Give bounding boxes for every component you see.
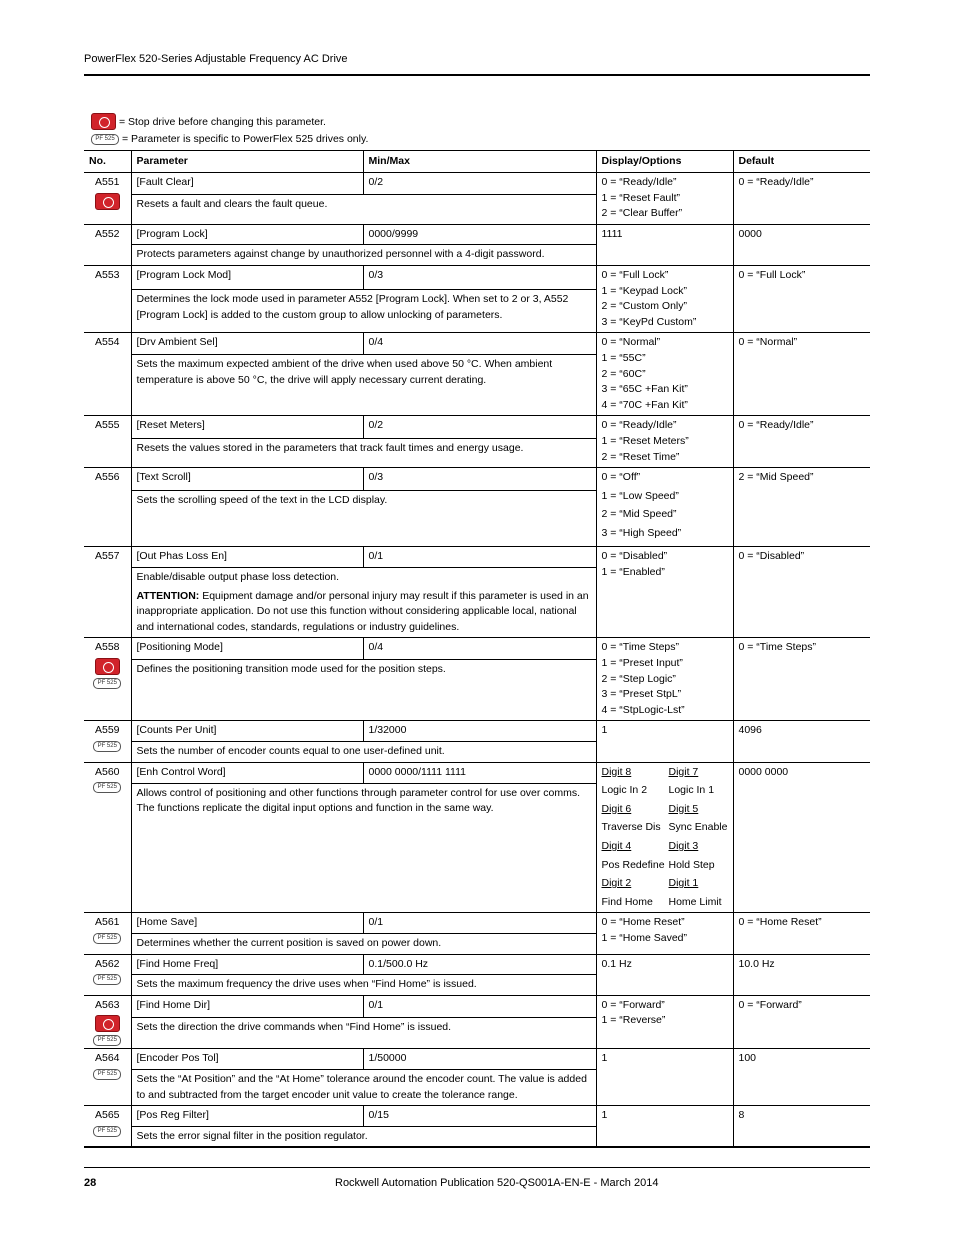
- table-row: [84, 173, 870, 195]
- col-header-parameter: Parameter: [131, 151, 363, 173]
- param-options: [596, 1049, 733, 1106]
- option-item: 0 = “Off”: [601, 471, 641, 484]
- param-number: A560: [94, 765, 120, 778]
- param-minmax: 0/3: [363, 265, 596, 289]
- col-header-options: Display/Options: [596, 151, 733, 173]
- table-row: [84, 721, 870, 742]
- param-description-cell: [131, 742, 596, 763]
- table-row: [84, 1106, 870, 1127]
- param-description-cell: [131, 490, 596, 547]
- param-minmax: 0000/9999: [363, 224, 596, 245]
- param-description: Sets the maximum expected ambient of the drive when used above 50 °C. When ambient temperature is above 50 °C, the drive will apply necessary current derating.: [136, 358, 553, 386]
- option-item: 2 = “60C”: [601, 367, 646, 380]
- param-default: 0 = “Ready/Idle”: [733, 416, 870, 468]
- param-description-cell: [131, 933, 596, 954]
- param-number: A564: [94, 1052, 120, 1065]
- param-number-cell: [84, 333, 131, 416]
- param-description-cell: [131, 245, 596, 266]
- param-name: [Text Scroll]: [131, 468, 363, 491]
- param-default: 0 = “Ready/Idle”: [733, 173, 870, 225]
- footer-rule: [84, 1167, 870, 1168]
- attention-label: ATTENTION:: [136, 589, 200, 602]
- param-options: [596, 333, 733, 416]
- param-default: 8: [733, 1106, 870, 1148]
- param-name: [Drv Ambient Sel]: [131, 333, 363, 355]
- param-number: A554: [94, 336, 120, 349]
- param-description: Resets the values stored in the parameters that track fault times and energy usage.: [136, 442, 524, 455]
- param-description-cell: [131, 1017, 596, 1049]
- col-header-no: No.: [84, 151, 131, 173]
- param-number-cell: [84, 721, 131, 762]
- option-item: 3 = “High Speed”: [601, 526, 682, 539]
- table-row: [84, 995, 870, 1017]
- control-word-bit: Digit 1: [668, 877, 699, 890]
- param-description: Determines the lock mode used in parameter A552 [Program Lock]. When set to 2 or 3, A552 [Program Lock] is added to the custom group to allow unlocking of parameters.: [136, 293, 569, 321]
- param-name: [Pos Reg Filter]: [131, 1106, 363, 1127]
- param-name: [Enh Control Word]: [131, 762, 363, 783]
- param-number: A565: [94, 1109, 120, 1122]
- param-number: A558: [94, 641, 120, 654]
- param-name: [Fault Clear]: [131, 173, 363, 195]
- publication-info: Rockwell Automation Publication 520-QS001A-EN-E - March 2014: [335, 1177, 659, 1189]
- stop-drive-icon: [95, 1015, 120, 1032]
- table-row: [84, 265, 870, 289]
- param-name: [Home Save]: [131, 913, 363, 934]
- param-minmax: 0/1: [363, 913, 596, 934]
- option-item: 2 = “Reset Time”: [601, 450, 680, 463]
- param-options: [596, 468, 733, 547]
- param-description-cell: [131, 439, 596, 468]
- option-item: 0 = “Full Lock”: [601, 268, 669, 281]
- option-item: 0 = “Normal”: [601, 336, 661, 349]
- param-options: [596, 995, 733, 1049]
- col-header-minmax: Min/Max: [363, 151, 596, 173]
- param-number-cell: [84, 638, 131, 721]
- param-number-cell: [84, 468, 131, 547]
- param-options: [596, 954, 733, 995]
- param-number-cell: [84, 1106, 131, 1148]
- col-header-default: Default: [733, 151, 870, 173]
- param-name: [Program Lock]: [131, 224, 363, 245]
- param-number: A559: [94, 724, 120, 737]
- option-item: 3 = “Preset StpL”: [601, 688, 682, 701]
- control-word-bit: Hold Step: [668, 858, 715, 871]
- param-description-cell: [131, 568, 596, 638]
- param-name: [Counts Per Unit]: [131, 721, 363, 742]
- param-options: [596, 721, 733, 762]
- param-description: Sets the number of encoder counts equal to one user-defined unit.: [136, 745, 445, 757]
- param-minmax: 0/4: [363, 638, 596, 660]
- param-number: A557: [94, 550, 120, 563]
- control-word-bit: Logic In 2: [601, 784, 648, 797]
- pf525-icon: PF 525: [93, 974, 121, 985]
- param-description: Sets the error signal filter in the position regulator.: [136, 1129, 368, 1142]
- param-default: 0 = “Time Steps”: [733, 638, 870, 721]
- option-item: 0.1 Hz: [601, 957, 632, 970]
- control-word-bit: Digit 2: [601, 877, 632, 890]
- param-number-cell: [84, 954, 131, 995]
- param-description-cell: [131, 975, 596, 996]
- param-number-cell: [84, 913, 131, 954]
- option-item: 0 = “Forward”: [601, 998, 665, 1011]
- param-options: [596, 913, 733, 954]
- table-row: [84, 416, 870, 439]
- param-minmax: 0/3: [363, 468, 596, 491]
- option-item: 3 = “KeyPd Custom”: [601, 315, 697, 328]
- param-number-cell: [84, 995, 131, 1049]
- table-header-row: [84, 151, 870, 173]
- table-row: [84, 1049, 870, 1070]
- option-item: 1 = “Preset Input”: [601, 657, 683, 670]
- option-item: 4 = “StpLogic-Lst”: [601, 703, 685, 716]
- option-item: 2 = “Mid Speed”: [601, 508, 677, 521]
- param-number-cell: [84, 224, 131, 265]
- parameter-table: [84, 150, 870, 1148]
- param-description: Determines whether the current position is saved on power down.: [136, 936, 442, 949]
- param-number: A553: [94, 268, 120, 281]
- option-item: 1 = “Reset Fault”: [601, 191, 680, 204]
- option-item: 1 = “Low Speed”: [601, 489, 679, 502]
- running-header: PowerFlex 520-Series Adjustable Frequency AC Drive: [84, 53, 348, 65]
- table-row: [84, 468, 870, 491]
- param-minmax: 0/2: [363, 416, 596, 439]
- param-description: Sets the scrolling speed of the text in the LCD display.: [136, 493, 388, 506]
- param-number-cell: [84, 1049, 131, 1106]
- pf525-icon: PF 525: [93, 741, 121, 752]
- param-name: [Program Lock Mod]: [131, 265, 363, 289]
- legend-stop-text: = Stop drive before changing this parameter.: [119, 115, 326, 128]
- option-item: 1 = “Home Saved”: [601, 931, 687, 944]
- param-name: [Positioning Mode]: [131, 638, 363, 660]
- option-item: 0 = “Ready/Idle”: [601, 419, 677, 432]
- param-options: [596, 1106, 733, 1148]
- stop-drive-icon: [91, 113, 116, 130]
- param-description: Defines the positioning transition mode used for the position steps.: [136, 663, 446, 676]
- pf525-icon: PF 525: [93, 1069, 121, 1080]
- param-number: A561: [94, 916, 120, 929]
- option-item: 1 = “Enabled”: [601, 566, 665, 579]
- param-name: [Find Home Dir]: [131, 995, 363, 1017]
- table-body: [84, 173, 870, 1148]
- table-row: [84, 547, 870, 568]
- param-minmax: 1/32000: [363, 721, 596, 742]
- pf525-icon: PF 525: [91, 134, 119, 145]
- param-default: 0000: [733, 224, 870, 265]
- param-number-cell: [84, 265, 131, 332]
- option-item: 1 = “Keypad Lock”: [601, 284, 688, 297]
- param-number-cell: [84, 547, 131, 638]
- param-number-cell: [84, 173, 131, 225]
- control-word-bit: Digit 5: [668, 802, 699, 815]
- param-description-cell: [131, 783, 596, 913]
- control-word-bit: Traverse Dis: [601, 821, 661, 834]
- page-number: 28: [84, 1177, 97, 1189]
- param-number: A551: [94, 176, 120, 188]
- legend-pf525-text: = Parameter is specific to PowerFlex 525 drives only.: [122, 133, 369, 145]
- option-item: 3 = “65C +Fan Kit”: [601, 383, 688, 396]
- option-item: 1 = “55C”: [601, 351, 646, 364]
- param-name: [Find Home Freq]: [131, 954, 363, 975]
- option-item: 2 = “Step Logic”: [601, 672, 676, 685]
- control-word-bit: Sync Enable: [668, 821, 728, 834]
- option-item: 0 = “Ready/Idle”: [601, 176, 677, 188]
- table-row: [84, 913, 870, 934]
- param-number: A555: [94, 419, 120, 432]
- param-description: Protects parameters against change by unauthorized personnel with a 4-digit password.: [136, 248, 545, 261]
- param-description-cell: [131, 194, 596, 224]
- param-default: 10.0 Hz: [733, 954, 870, 995]
- param-number: A552: [94, 227, 120, 240]
- option-item: 1 = “Reset Meters”: [601, 434, 689, 447]
- pf525-icon: PF 525: [93, 1035, 121, 1046]
- pf525-icon: PF 525: [93, 933, 121, 944]
- param-default: 0 = “Normal”: [733, 333, 870, 416]
- option-item: 0 = “Disabled”: [601, 550, 668, 563]
- param-minmax: 0000 0000/1111 1111: [363, 762, 596, 783]
- option-item: 1: [601, 1052, 608, 1065]
- param-description-cell: [131, 1069, 596, 1105]
- control-word-bit: Pos Redefine: [601, 858, 665, 871]
- option-item: 2 = “Clear Buffer”: [601, 207, 683, 220]
- option-item: 1: [601, 724, 608, 737]
- table-row: [84, 954, 870, 975]
- control-word-bit: Digit 8: [601, 765, 632, 778]
- param-name: [Reset Meters]: [131, 416, 363, 439]
- param-description-cell: [131, 1126, 596, 1147]
- table-row: [84, 762, 870, 783]
- param-number: A563: [94, 998, 120, 1011]
- param-description: Sets the direction the drive commands when “Find Home” is issued.: [136, 1020, 452, 1033]
- param-options: [596, 173, 733, 225]
- param-minmax: 0.1/500.0 Hz: [363, 954, 596, 975]
- option-item: 1 = “Reverse”: [601, 1014, 666, 1027]
- param-number: A556: [94, 471, 120, 484]
- param-name: [Out Phas Loss En]: [131, 547, 363, 568]
- param-minmax: 0/1: [363, 995, 596, 1017]
- option-item: 1111: [601, 227, 623, 240]
- control-word-digit-grid: [602, 765, 728, 911]
- param-description: Sets the “At Position” and the “At Home” tolerance around the encoder count. The value is added to and subtracted from the target encoder unit value to create the tolerance range.: [136, 1072, 587, 1101]
- param-description: Enable/disable output phase loss detection.: [136, 571, 340, 584]
- table-row: [84, 638, 870, 660]
- header-rule: [84, 74, 870, 76]
- pf525-icon: PF 525: [93, 678, 121, 689]
- param-name: [Encoder Pos Tol]: [131, 1049, 363, 1070]
- option-item: 4 = “70C +Fan Kit”: [601, 398, 688, 411]
- param-description: Resets a fault and clears the fault queue.: [136, 197, 328, 210]
- stop-drive-icon: [95, 193, 120, 210]
- param-minmax: 0/2: [363, 173, 596, 195]
- option-item: 1: [601, 1109, 608, 1122]
- table-row: [84, 224, 870, 245]
- param-description-cell: [131, 355, 596, 416]
- control-word-bit: Digit 7: [668, 765, 699, 778]
- param-options: [596, 265, 733, 332]
- param-options: [596, 762, 733, 913]
- param-minmax: 0/1: [363, 547, 596, 568]
- param-default: 0000 0000: [733, 762, 870, 913]
- param-options: [596, 416, 733, 468]
- param-default: 0 = “Disabled”: [733, 547, 870, 638]
- option-item: 0 = “Home Reset”: [601, 916, 685, 929]
- param-default: 4096: [733, 721, 870, 762]
- option-item: 2 = “Custom Only”: [601, 300, 687, 313]
- param-description-cell: [131, 660, 596, 721]
- table-row: [84, 333, 870, 355]
- control-word-bit: Find Home: [601, 895, 653, 908]
- param-description-cell: [131, 290, 596, 333]
- param-description: Sets the maximum frequency the drive uses when “Find Home” is issued.: [136, 978, 477, 991]
- param-options: [596, 224, 733, 265]
- param-default: 0 = “Forward”: [733, 995, 870, 1049]
- param-number-cell: [84, 762, 131, 913]
- control-word-bit: Digit 6: [601, 802, 632, 815]
- control-word-bit: Logic In 1: [668, 784, 715, 797]
- param-minmax: 0/4: [363, 333, 596, 355]
- option-item: 0 = “Time Steps”: [601, 641, 680, 654]
- param-default: 2 = “Mid Speed”: [733, 468, 870, 547]
- param-minmax: 0/15: [363, 1106, 596, 1127]
- param-minmax: 1/50000: [363, 1049, 596, 1070]
- stop-drive-icon: [95, 658, 120, 675]
- param-default: 0 = “Full Lock”: [733, 265, 870, 332]
- param-default: 100: [733, 1049, 870, 1106]
- control-word-bit: Digit 4: [601, 839, 632, 852]
- pf525-icon: PF 525: [93, 1126, 121, 1137]
- pf525-icon: PF 525: [93, 782, 121, 793]
- control-word-bit: Home Limit: [668, 895, 722, 908]
- param-number: A562: [94, 957, 120, 970]
- legend-stop: [91, 113, 326, 130]
- param-default: 0 = “Home Reset”: [733, 913, 870, 954]
- param-number-cell: [84, 416, 131, 468]
- attention-text: Equipment damage and/or personal injury may result if this parameter is used in an inappropriate application. Do not use this function without considering applicable local, national and international codes, standards, regulations or industry guidelines.: [136, 589, 589, 633]
- attention-note: [137, 589, 591, 636]
- param-options: [596, 547, 733, 638]
- param-options: [596, 638, 733, 721]
- param-description: Allows control of positioning and other functions through parameter control for use over comms. The functions replicate the digital input options and function in the same way.: [136, 786, 581, 815]
- control-word-bit: Digit 3: [668, 839, 699, 852]
- legend-pf525: [91, 133, 368, 145]
